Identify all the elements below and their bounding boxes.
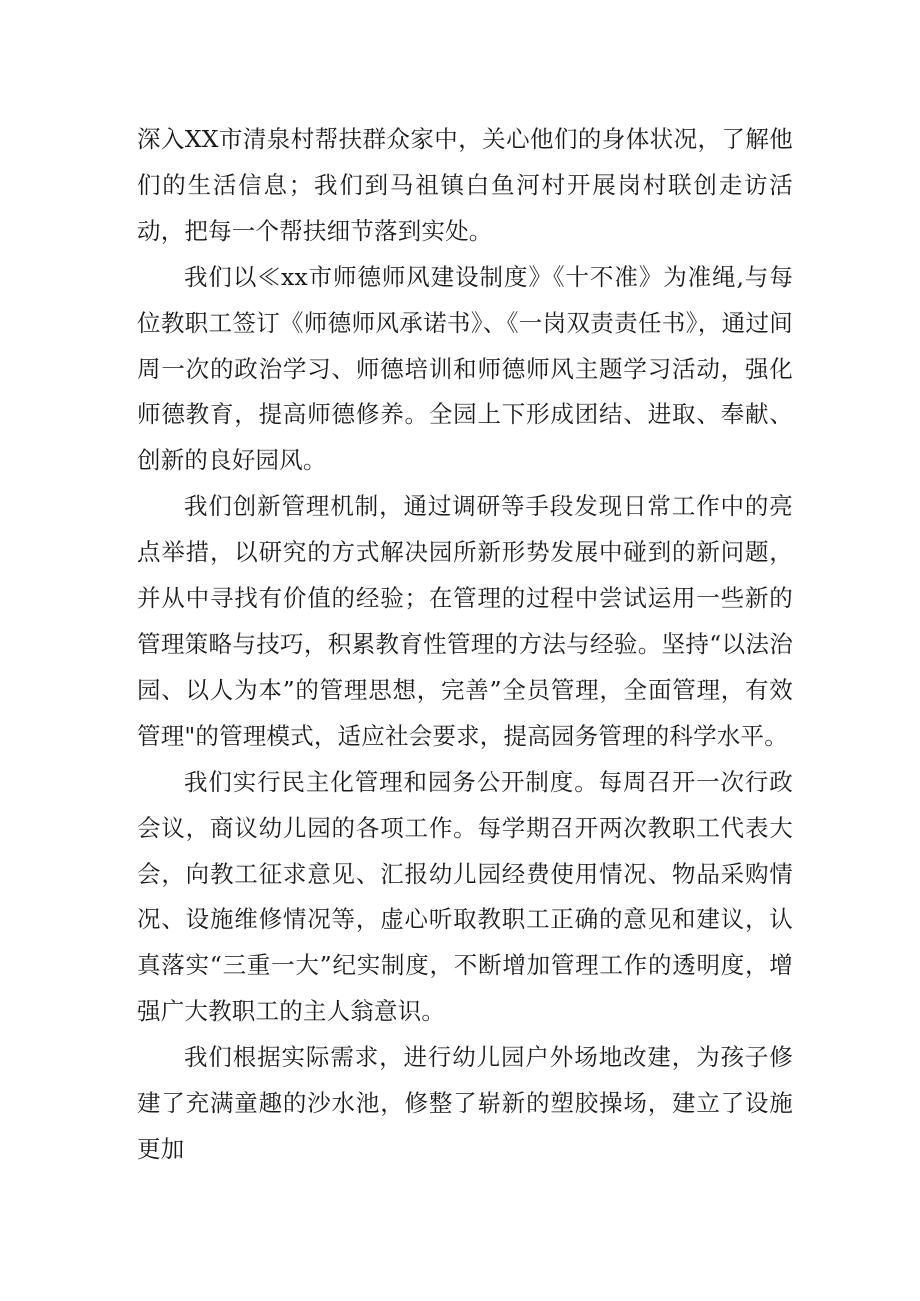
paragraph-3: 我们创新管理机制，通过调研等手段发现日常工作中的亮点举措，以研究的方式解决园所新形势发展中碰到的新问题，并从中寻找有价值的经验；在管理的过程中尝试运用一些新的管理策略与技巧，积累教育性管理的方法与经验。坚持“以法治园、以人为本”的管理思想，完善”全员管理，全面管理，有效管理"的管理模式，适应社会要求，提高园务管理的科学水平。 (137, 492, 793, 750)
document-body (137, 117, 793, 1173)
paragraph-4: 我们实行民主化管理和园务公开制度。每周召开一次行政会议，商议幼儿园的各项工作。每学期召开两次教职工代表大会，向教工征求意见、汇报幼儿园经费使用情况、物品采购情况、设施维修情况等，虚心听取教职工正确的意见和建议，认真落实“三重一大”纪实制度，不断增加管理工作的透明度，增强广大教职工的主人翁意识。 (137, 767, 793, 1026)
paragraph-5: 我们根据实际需求，进行幼儿园户外场地改建，为孩子修建了充满童趣的沙水池，修整了崭新的塑胶操场，建立了设施更加 (137, 1043, 793, 1163)
paragraph-1: 深入XX市清泉村帮扶群众家中，关心他们的身体状况，了解他们的生活信息；我们到马祖镇白鱼河村开展岗村联创走访活动，把每一个帮扶细节落到实处。 (137, 125, 793, 245)
paragraph-2: 我们以≪xx市师德师风建设制度》《十不准》为准绳,与每位教职工签订《师德师风承诺书》、《一岗双责责任书》，通过间周一次的政治学习、师德培训和师德师风主题学习活动，强化师德教育，提高师德修养。全园上下形成团结、进取、奉献、创新的良好园风。 (137, 262, 793, 475)
